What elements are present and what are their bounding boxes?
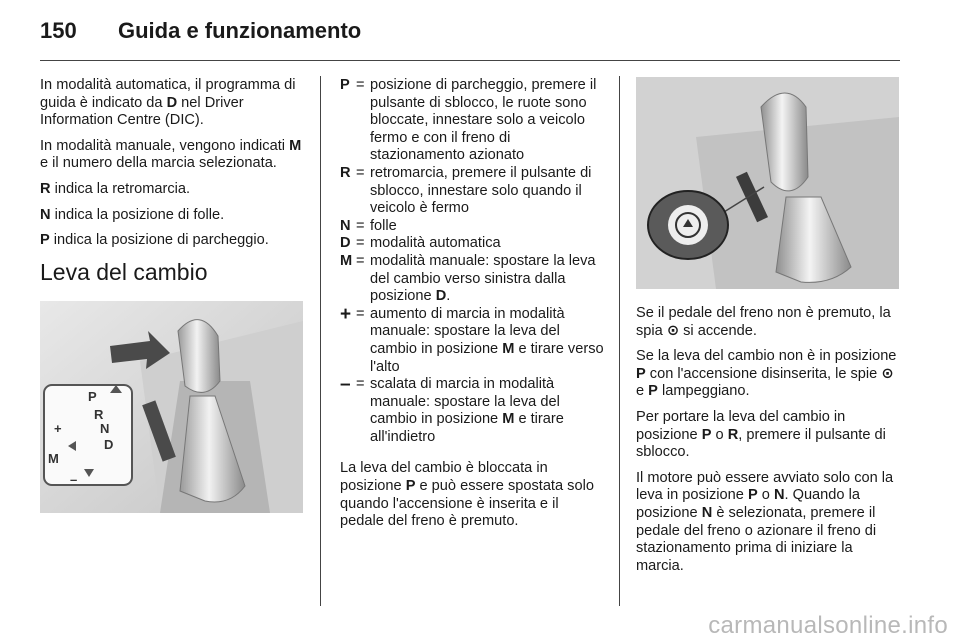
gear-position-list bbox=[340, 77, 604, 446]
paragraph-lever-locked: La leva del cambio è bloccata in posizione P e può essere spostata solo quando l'accensione è inserita e il pedale del freno è premuto. bbox=[340, 460, 594, 530]
fig-label-r: R bbox=[94, 407, 104, 423]
fig-label-plus: + bbox=[54, 421, 62, 437]
section-heading: Leva del cambio bbox=[40, 258, 208, 285]
gear-lever-figure bbox=[40, 301, 303, 513]
paragraph-neutral: N indica la posizione di folle. bbox=[40, 206, 225, 223]
page-number: 150 bbox=[40, 18, 77, 43]
list-item: R = retromarcia, premere il pulsante di sblocco, innestare solo quando il veicolo è fermo bbox=[340, 164, 592, 217]
column-right bbox=[636, 77, 902, 583]
paragraph-reverse: R indica la retromarcia. bbox=[40, 180, 191, 197]
watermark: carmanualsonline.info bbox=[708, 612, 948, 639]
paragraph-lamps-flash: Se la leva del cambio non è in posizione P con l'accensione disinserita, le spie ⊙ e P lampeggiano. bbox=[636, 348, 897, 400]
column-divider-1 bbox=[320, 76, 321, 606]
release-button-figure bbox=[636, 77, 899, 289]
fig-label-m: M bbox=[48, 451, 59, 467]
brake-pedal-warning-icon: ⊙ bbox=[666, 322, 680, 339]
paragraph-release-button: Per portare la leva del cambio in posizione P o R, premere il pulsante di sblocco. bbox=[636, 408, 886, 461]
fig-label-d: D bbox=[104, 437, 114, 453]
fig-label-minus: – bbox=[70, 472, 78, 488]
paragraph-manual-mode: In modalità manuale, vengono indicati M e il numero della marcia selezionata. bbox=[40, 137, 302, 172]
header-rule bbox=[40, 60, 900, 61]
fig-label-p: P bbox=[88, 389, 97, 405]
column-left bbox=[40, 77, 306, 513]
page-title: Guida e funzionamento bbox=[118, 18, 362, 43]
list-item: D = modalità automatica bbox=[340, 235, 501, 252]
brake-pedal-warning-icon: ⊙ bbox=[881, 365, 894, 382]
paragraph-automatic-mode: In modalità automatica, il programma di guida è indicato da D nel Driver Information Centre (DIC). bbox=[40, 77, 296, 129]
list-item: N = folle bbox=[340, 217, 397, 234]
column-middle bbox=[340, 77, 604, 539]
page-header bbox=[40, 16, 361, 46]
column-divider-2 bbox=[619, 76, 620, 606]
list-item: M = modalità manuale: spostare la leva del cambio verso sinistra dalla posizione D. bbox=[340, 252, 596, 305]
paragraph-park: P indica la posizione di parcheggio. bbox=[40, 232, 269, 249]
fig-label-n: N bbox=[100, 421, 110, 437]
paragraph-brake-lamp: Se il pedale del freno non è premuto, la spia ⊙ si accende. bbox=[636, 305, 891, 339]
list-item: – = scalata di marcia in modalità manuale: spostare la leva del cambio in posizione M e tirare all'indietro bbox=[340, 374, 564, 445]
paragraph-engine-start: Il motore può essere avviato solo con la leva in posizione P o N. Quando la posizione N è selezionata, premere il pedale del freno o azionare il freno di stazionamento prima di iniziare la marcia. bbox=[636, 469, 894, 574]
list-item: + = aumento di marcia in modalità manuale: spostare la leva del cambio in posizione M e tirare verso l'alto bbox=[340, 303, 604, 375]
list-item: P = posizione di parcheggio, premere il pulsante di sblocco, le ruote sono bloccate, innestare solo a veicolo fermo e con il freno di stazionamento azionato bbox=[340, 77, 597, 164]
